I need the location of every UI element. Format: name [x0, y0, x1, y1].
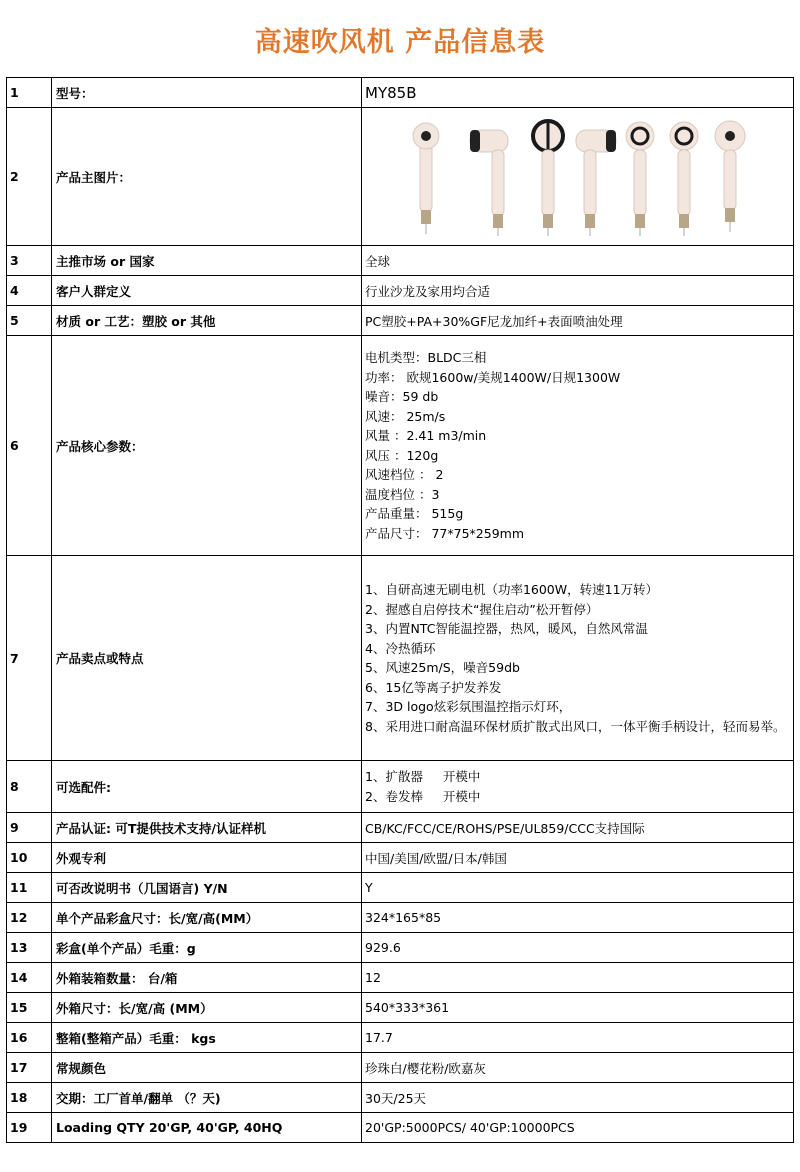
hair-dryer-three-quarter-icon [715, 121, 745, 232]
row-value: 中国/美国/欧盟/日本/韩国 [362, 843, 794, 873]
row-label: 可否改说明书（几国语言) Y/N [52, 873, 362, 903]
hair-dryer-side-icon [470, 130, 508, 236]
page-title: 高速吹风机 产品信息表 [254, 27, 546, 58]
hair-dryer-front-ring-icon [626, 122, 654, 236]
features-cell [362, 556, 794, 761]
accessory-line: 2、卷发棒 开模中 [365, 788, 481, 804]
row-value: 12 [362, 963, 794, 993]
row-label: 外箱尺寸：长/宽/高 (MM） [52, 993, 362, 1023]
product-images [365, 112, 790, 242]
table-row [7, 1023, 794, 1053]
accessories-cell [362, 761, 794, 813]
row-label: 型号： [52, 78, 362, 108]
row-number: 2 [7, 108, 52, 246]
row-value: CB/KC/FCC/CE/ROHS/PSE/UL859/CCC支持国际 [362, 813, 794, 843]
table-row [7, 276, 794, 306]
row-number: 17 [7, 1053, 52, 1083]
row-label: 外箱装箱数量： 台/箱 [52, 963, 362, 993]
row-value: Y [362, 873, 794, 903]
row-number: 4 [7, 276, 52, 306]
table-row [7, 903, 794, 933]
row-number: 15 [7, 993, 52, 1023]
row-label: 产品主图片： [52, 108, 362, 246]
row-number: 7 [7, 556, 52, 761]
product-images-cell [362, 108, 794, 246]
row-value: PC塑胶+PA+30%GF尼龙加纤+表面喷油处理 [362, 306, 794, 336]
param-line: 温度档位 ：3 [365, 486, 440, 502]
table-row [7, 963, 794, 993]
row-number: 1 [7, 78, 52, 108]
table-row [7, 246, 794, 276]
feature-line: 8、采用进口耐高温环保材质扩散式出风口，一体平衡手柄设计，轻而易举。 [365, 718, 786, 734]
table-row [7, 813, 794, 843]
table-row [7, 556, 794, 761]
row-number: 14 [7, 963, 52, 993]
hair-dryer-front-ring-2-icon [670, 122, 698, 236]
feature-line: 3、内置NTC智能温控器，热风，暖风，自然风常温 [365, 621, 648, 636]
row-label: Loading QTY 20'GP, 40'GP, 40HQ [52, 1113, 362, 1143]
row-label: 产品核心参数： [52, 336, 362, 556]
hair-dryer-images [378, 112, 778, 242]
hair-dryer-back-icon [533, 121, 563, 236]
row-label: 单个产品彩盒尺寸：长/宽/高(MM） [52, 903, 362, 933]
feature-line: 6、15亿等离子护发养发 [365, 679, 502, 695]
hair-dryer-front-icon [413, 123, 439, 234]
param-line: 产品重量： 515g [365, 506, 464, 521]
feature-line: 2、握感自启停技术“握住启动”松开暂停） [365, 601, 599, 617]
row-label: 主推市场 or 国家 [52, 246, 362, 276]
row-value: 行业沙龙及家用均合适 [362, 276, 794, 306]
row-number: 11 [7, 873, 52, 903]
row-label: 产品卖点或特点 [52, 556, 362, 761]
core-params-cell [362, 336, 794, 556]
feature-line: 7、3D logo炫彩氛围温控指示灯环， [365, 699, 572, 714]
table-row [7, 306, 794, 336]
row-label: 整箱(整箱产品）毛重： kgs [52, 1023, 362, 1053]
row-number: 9 [7, 813, 52, 843]
product-info-table [6, 77, 794, 1143]
row-number: 8 [7, 761, 52, 813]
param-line: 功率： 欧规1600w/美规1400W/日规1300W [365, 369, 621, 385]
table-row [7, 843, 794, 873]
feature-line: 1、自研高速无刷电机（功率1600W，转速11万转） [365, 582, 659, 597]
row-number: 16 [7, 1023, 52, 1053]
row-label: 彩盒(单个产品）毛重：g [52, 933, 362, 963]
table-row [7, 1113, 794, 1143]
table-row [7, 873, 794, 903]
param-line: 风量 ：2.41 m3/min [365, 428, 487, 443]
feature-line: 5、风速25m/S，噪音59db [365, 660, 520, 675]
accessory-line: 1、扩散器 开模中 [365, 769, 481, 784]
param-line: 风速档位 ： 2 [365, 467, 444, 482]
row-number: 6 [7, 336, 52, 556]
row-value: 324*165*85 [362, 903, 794, 933]
param-line: 风速： 25m/s [365, 408, 446, 424]
row-value: 929.6 [362, 933, 794, 963]
row-number: 13 [7, 933, 52, 963]
row-label: 外观专利 [52, 843, 362, 873]
row-label: 可选配件: [52, 761, 362, 813]
row-number: 3 [7, 246, 52, 276]
model-value: MY85B [362, 78, 794, 108]
row-number: 18 [7, 1083, 52, 1113]
table-row [7, 78, 794, 108]
row-value: 30天/25天 [362, 1083, 794, 1113]
row-value: 全球 [362, 246, 794, 276]
feature-line: 4、冷热循环 [365, 640, 436, 656]
row-value: 540*333*361 [362, 993, 794, 1023]
hair-dryer-angled-icon [576, 130, 616, 236]
table-row [7, 933, 794, 963]
table-row [7, 1083, 794, 1113]
row-label: 常规颜色 [52, 1053, 362, 1083]
table-row [7, 108, 794, 246]
param-line: 电机类型：BLDC三相 [365, 350, 487, 365]
table-row [7, 761, 794, 813]
row-number: 5 [7, 306, 52, 336]
row-value: 17.7 [362, 1023, 794, 1053]
row-number: 19 [7, 1113, 52, 1143]
table-row [7, 993, 794, 1023]
param-line: 噪音：59 db [365, 389, 439, 404]
row-label: 交期：工厂首单/翻单 （？天) [52, 1083, 362, 1113]
param-line: 产品尺寸： 77*75*259mm [365, 525, 524, 541]
row-number: 10 [7, 843, 52, 873]
row-value: 20'GP:5000PCS/ 40'GP:10000PCS [362, 1113, 794, 1143]
table-row [7, 336, 794, 556]
table-row [7, 1053, 794, 1083]
row-value: 珍珠白/樱花粉/欧嘉灰 [362, 1053, 794, 1083]
row-number: 12 [7, 903, 52, 933]
row-label: 客户人群定义 [52, 276, 362, 306]
row-label: 产品认证: 可T提供技术支持/认证样机 [52, 813, 362, 843]
row-label: 材质 or 工艺：塑胶 or 其他 [52, 306, 362, 336]
param-line: 风压 ：120g [365, 447, 439, 463]
